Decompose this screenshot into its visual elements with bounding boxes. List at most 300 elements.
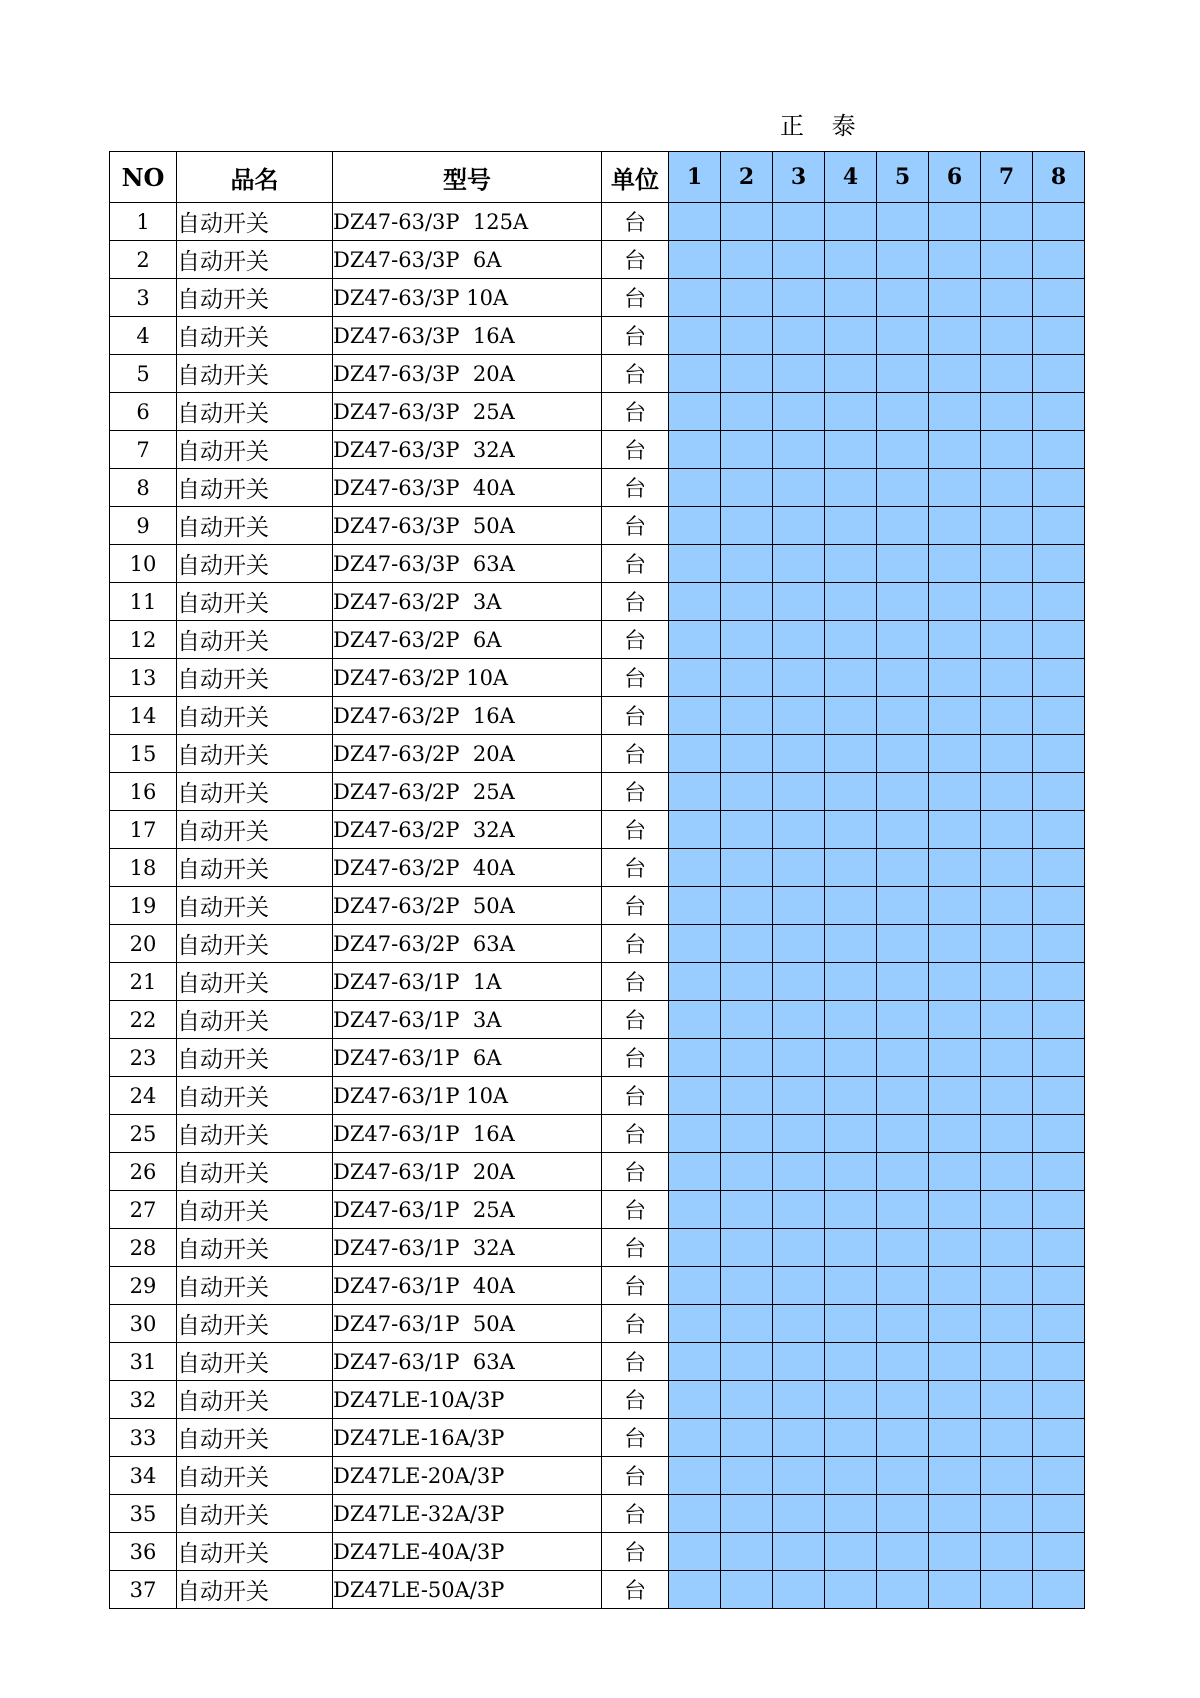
qty-cell-3[interactable] <box>773 659 825 697</box>
qty-cell-8[interactable] <box>1033 1495 1085 1533</box>
qty-cell-8[interactable] <box>1033 469 1085 507</box>
qty-cell-4[interactable] <box>825 203 877 241</box>
qty-cell-5[interactable] <box>877 963 929 1001</box>
qty-cell-1[interactable] <box>669 1495 721 1533</box>
qty-cell-6[interactable] <box>929 1419 981 1457</box>
qty-cell-8[interactable] <box>1033 583 1085 621</box>
qty-cell-4[interactable] <box>825 545 877 583</box>
qty-cell-1[interactable] <box>669 659 721 697</box>
qty-cell-1[interactable] <box>669 697 721 735</box>
qty-cell-5[interactable] <box>877 203 929 241</box>
qty-cell-1[interactable] <box>669 1267 721 1305</box>
qty-cell-3[interactable] <box>773 1267 825 1305</box>
qty-cell-6[interactable] <box>929 735 981 773</box>
qty-cell-2[interactable] <box>721 1229 773 1267</box>
qty-cell-6[interactable] <box>929 963 981 1001</box>
qty-cell-8[interactable] <box>1033 1001 1085 1039</box>
qty-cell-2[interactable] <box>721 393 773 431</box>
qty-cell-6[interactable] <box>929 507 981 545</box>
qty-cell-5[interactable] <box>877 887 929 925</box>
qty-cell-2[interactable] <box>721 355 773 393</box>
qty-cell-5[interactable] <box>877 1229 929 1267</box>
qty-cell-2[interactable] <box>721 1457 773 1495</box>
qty-cell-7[interactable] <box>981 1381 1033 1419</box>
qty-cell-6[interactable] <box>929 469 981 507</box>
qty-cell-5[interactable] <box>877 925 929 963</box>
qty-cell-3[interactable] <box>773 317 825 355</box>
qty-cell-8[interactable] <box>1033 203 1085 241</box>
qty-cell-3[interactable] <box>773 431 825 469</box>
qty-cell-5[interactable] <box>877 1039 929 1077</box>
qty-cell-4[interactable] <box>825 811 877 849</box>
qty-cell-2[interactable] <box>721 583 773 621</box>
qty-cell-3[interactable] <box>773 735 825 773</box>
qty-cell-6[interactable] <box>929 1153 981 1191</box>
qty-cell-1[interactable] <box>669 735 721 773</box>
qty-cell-7[interactable] <box>981 735 1033 773</box>
qty-cell-1[interactable] <box>669 1457 721 1495</box>
qty-cell-6[interactable] <box>929 1457 981 1495</box>
qty-cell-2[interactable] <box>721 1077 773 1115</box>
qty-cell-3[interactable] <box>773 241 825 279</box>
qty-cell-2[interactable] <box>721 317 773 355</box>
qty-cell-4[interactable] <box>825 697 877 735</box>
qty-cell-7[interactable] <box>981 469 1033 507</box>
qty-cell-8[interactable] <box>1033 849 1085 887</box>
qty-cell-3[interactable] <box>773 1305 825 1343</box>
qty-cell-1[interactable] <box>669 1419 721 1457</box>
qty-cell-3[interactable] <box>773 1191 825 1229</box>
qty-cell-6[interactable] <box>929 1495 981 1533</box>
qty-cell-1[interactable] <box>669 1039 721 1077</box>
qty-cell-4[interactable] <box>825 735 877 773</box>
qty-cell-5[interactable] <box>877 1115 929 1153</box>
qty-cell-6[interactable] <box>929 621 981 659</box>
qty-cell-4[interactable] <box>825 1571 877 1609</box>
qty-cell-8[interactable] <box>1033 1457 1085 1495</box>
qty-cell-8[interactable] <box>1033 1533 1085 1571</box>
qty-cell-4[interactable] <box>825 583 877 621</box>
qty-cell-7[interactable] <box>981 925 1033 963</box>
qty-cell-3[interactable] <box>773 1571 825 1609</box>
qty-cell-4[interactable] <box>825 241 877 279</box>
qty-cell-3[interactable] <box>773 1039 825 1077</box>
qty-cell-3[interactable] <box>773 203 825 241</box>
qty-cell-2[interactable] <box>721 849 773 887</box>
qty-cell-1[interactable] <box>669 279 721 317</box>
qty-cell-2[interactable] <box>721 279 773 317</box>
qty-cell-3[interactable] <box>773 583 825 621</box>
cell-name: 自动开关 <box>177 925 333 963</box>
qty-cell-1[interactable] <box>669 1533 721 1571</box>
qty-cell-1[interactable] <box>669 849 721 887</box>
qty-cell-3[interactable] <box>773 1495 825 1533</box>
qty-cell-7[interactable] <box>981 317 1033 355</box>
qty-cell-6[interactable] <box>929 1267 981 1305</box>
qty-cell-5[interactable] <box>877 1419 929 1457</box>
qty-cell-6[interactable] <box>929 203 981 241</box>
qty-cell-5[interactable] <box>877 279 929 317</box>
qty-cell-1[interactable] <box>669 241 721 279</box>
qty-cell-2[interactable] <box>721 963 773 1001</box>
qty-cell-7[interactable] <box>981 1153 1033 1191</box>
qty-cell-7[interactable] <box>981 887 1033 925</box>
qty-cell-1[interactable] <box>669 1229 721 1267</box>
qty-cell-8[interactable] <box>1033 773 1085 811</box>
qty-cell-6[interactable] <box>929 393 981 431</box>
qty-cell-4[interactable] <box>825 469 877 507</box>
qty-cell-2[interactable] <box>721 1381 773 1419</box>
qty-cell-6[interactable] <box>929 1229 981 1267</box>
qty-cell-4[interactable] <box>825 317 877 355</box>
qty-cell-3[interactable] <box>773 393 825 431</box>
qty-cell-5[interactable] <box>877 1001 929 1039</box>
qty-cell-6[interactable] <box>929 545 981 583</box>
qty-cell-3[interactable] <box>773 1229 825 1267</box>
qty-cell-4[interactable] <box>825 1039 877 1077</box>
qty-cell-6[interactable] <box>929 1343 981 1381</box>
qty-cell-8[interactable] <box>1033 507 1085 545</box>
qty-cell-8[interactable] <box>1033 735 1085 773</box>
qty-cell-8[interactable] <box>1033 1153 1085 1191</box>
qty-cell-4[interactable] <box>825 1419 877 1457</box>
qty-cell-7[interactable] <box>981 849 1033 887</box>
qty-cell-7[interactable] <box>981 1001 1033 1039</box>
qty-cell-7[interactable] <box>981 203 1033 241</box>
qty-cell-7[interactable] <box>981 1267 1033 1305</box>
qty-cell-5[interactable] <box>877 317 929 355</box>
qty-cell-3[interactable] <box>773 545 825 583</box>
qty-cell-2[interactable] <box>721 1571 773 1609</box>
qty-cell-4[interactable] <box>825 1229 877 1267</box>
qty-cell-1[interactable] <box>669 1343 721 1381</box>
qty-cell-4[interactable] <box>825 1191 877 1229</box>
qty-cell-2[interactable] <box>721 773 773 811</box>
cell-unit: 台 <box>602 621 669 659</box>
qty-cell-6[interactable] <box>929 317 981 355</box>
qty-cell-2[interactable] <box>721 1191 773 1229</box>
qty-cell-6[interactable] <box>929 355 981 393</box>
qty-cell-1[interactable] <box>669 583 721 621</box>
qty-cell-5[interactable] <box>877 773 929 811</box>
qty-cell-1[interactable] <box>669 393 721 431</box>
qty-cell-1[interactable] <box>669 1571 721 1609</box>
qty-cell-7[interactable] <box>981 697 1033 735</box>
qty-cell-8[interactable] <box>1033 1419 1085 1457</box>
qty-cell-7[interactable] <box>981 393 1033 431</box>
qty-cell-2[interactable] <box>721 887 773 925</box>
qty-cell-1[interactable] <box>669 431 721 469</box>
qty-cell-3[interactable] <box>773 355 825 393</box>
qty-cell-7[interactable] <box>981 507 1033 545</box>
qty-cell-4[interactable] <box>825 925 877 963</box>
qty-cell-7[interactable] <box>981 355 1033 393</box>
qty-cell-5[interactable] <box>877 659 929 697</box>
qty-cell-4[interactable] <box>825 887 877 925</box>
qty-cell-6[interactable] <box>929 849 981 887</box>
qty-cell-1[interactable] <box>669 545 721 583</box>
qty-cell-7[interactable] <box>981 1419 1033 1457</box>
qty-cell-8[interactable] <box>1033 317 1085 355</box>
qty-cell-6[interactable] <box>929 1533 981 1571</box>
qty-cell-3[interactable] <box>773 925 825 963</box>
qty-cell-8[interactable] <box>1033 1115 1085 1153</box>
qty-cell-3[interactable] <box>773 621 825 659</box>
qty-cell-5[interactable] <box>877 241 929 279</box>
qty-cell-5[interactable] <box>877 469 929 507</box>
qty-cell-2[interactable] <box>721 431 773 469</box>
qty-cell-7[interactable] <box>981 241 1033 279</box>
qty-cell-6[interactable] <box>929 1077 981 1115</box>
qty-cell-3[interactable] <box>773 1001 825 1039</box>
qty-cell-5[interactable] <box>877 1305 929 1343</box>
qty-cell-7[interactable] <box>981 1229 1033 1267</box>
qty-cell-6[interactable] <box>929 1381 981 1419</box>
qty-cell-6[interactable] <box>929 925 981 963</box>
qty-cell-3[interactable] <box>773 1343 825 1381</box>
qty-cell-1[interactable] <box>669 773 721 811</box>
qty-cell-1[interactable] <box>669 811 721 849</box>
qty-cell-6[interactable] <box>929 279 981 317</box>
qty-cell-1[interactable] <box>669 203 721 241</box>
qty-cell-5[interactable] <box>877 1153 929 1191</box>
qty-cell-5[interactable] <box>877 507 929 545</box>
qty-cell-3[interactable] <box>773 507 825 545</box>
qty-cell-5[interactable] <box>877 393 929 431</box>
qty-cell-3[interactable] <box>773 1115 825 1153</box>
qty-cell-8[interactable] <box>1033 697 1085 735</box>
qty-cell-2[interactable] <box>721 659 773 697</box>
qty-cell-4[interactable] <box>825 355 877 393</box>
qty-cell-7[interactable] <box>981 431 1033 469</box>
qty-cell-7[interactable] <box>981 1039 1033 1077</box>
qty-cell-4[interactable] <box>825 279 877 317</box>
qty-cell-6[interactable] <box>929 241 981 279</box>
qty-cell-2[interactable] <box>721 1533 773 1571</box>
qty-cell-6[interactable] <box>929 583 981 621</box>
qty-cell-8[interactable] <box>1033 1267 1085 1305</box>
qty-cell-6[interactable] <box>929 887 981 925</box>
qty-cell-5[interactable] <box>877 1381 929 1419</box>
qty-cell-7[interactable] <box>981 811 1033 849</box>
qty-cell-8[interactable] <box>1033 811 1085 849</box>
qty-cell-4[interactable] <box>825 963 877 1001</box>
qty-cell-2[interactable] <box>721 241 773 279</box>
qty-cell-6[interactable] <box>929 811 981 849</box>
qty-cell-1[interactable] <box>669 1305 721 1343</box>
qty-cell-5[interactable] <box>877 697 929 735</box>
qty-cell-2[interactable] <box>721 1153 773 1191</box>
qty-cell-1[interactable] <box>669 1381 721 1419</box>
qty-cell-4[interactable] <box>825 1267 877 1305</box>
qty-cell-2[interactable] <box>721 1039 773 1077</box>
qty-cell-7[interactable] <box>981 1457 1033 1495</box>
qty-cell-4[interactable] <box>825 431 877 469</box>
qty-cell-2[interactable] <box>721 469 773 507</box>
qty-cell-5[interactable] <box>877 1267 929 1305</box>
qty-cell-4[interactable] <box>825 1305 877 1343</box>
qty-cell-8[interactable] <box>1033 279 1085 317</box>
qty-cell-5[interactable] <box>877 545 929 583</box>
qty-cell-1[interactable] <box>669 507 721 545</box>
qty-cell-2[interactable] <box>721 1343 773 1381</box>
qty-cell-5[interactable] <box>877 1191 929 1229</box>
qty-cell-4[interactable] <box>825 507 877 545</box>
qty-cell-6[interactable] <box>929 431 981 469</box>
qty-cell-4[interactable] <box>825 773 877 811</box>
qty-cell-7[interactable] <box>981 1077 1033 1115</box>
qty-cell-5[interactable] <box>877 1495 929 1533</box>
qty-cell-6[interactable] <box>929 1001 981 1039</box>
cell-no: 6 <box>110 393 177 431</box>
qty-cell-4[interactable] <box>825 1343 877 1381</box>
qty-cell-5[interactable] <box>877 1571 929 1609</box>
qty-cell-4[interactable] <box>825 1457 877 1495</box>
qty-cell-8[interactable] <box>1033 355 1085 393</box>
qty-cell-6[interactable] <box>929 773 981 811</box>
qty-cell-3[interactable] <box>773 811 825 849</box>
qty-cell-4[interactable] <box>825 659 877 697</box>
qty-cell-7[interactable] <box>981 545 1033 583</box>
qty-cell-1[interactable] <box>669 317 721 355</box>
qty-cell-8[interactable] <box>1033 1571 1085 1609</box>
qty-cell-7[interactable] <box>981 1115 1033 1153</box>
qty-cell-1[interactable] <box>669 925 721 963</box>
qty-cell-7[interactable] <box>981 659 1033 697</box>
qty-cell-4[interactable] <box>825 1115 877 1153</box>
qty-cell-5[interactable] <box>877 1077 929 1115</box>
qty-cell-2[interactable] <box>721 925 773 963</box>
qty-cell-1[interactable] <box>669 355 721 393</box>
qty-cell-8[interactable] <box>1033 887 1085 925</box>
qty-cell-2[interactable] <box>721 1001 773 1039</box>
qty-cell-6[interactable] <box>929 1571 981 1609</box>
qty-cell-4[interactable] <box>825 849 877 887</box>
qty-cell-8[interactable] <box>1033 1077 1085 1115</box>
qty-cell-3[interactable] <box>773 887 825 925</box>
qty-cell-2[interactable] <box>721 1495 773 1533</box>
qty-cell-5[interactable] <box>877 1533 929 1571</box>
qty-cell-1[interactable] <box>669 621 721 659</box>
qty-cell-4[interactable] <box>825 393 877 431</box>
qty-cell-2[interactable] <box>721 621 773 659</box>
qty-cell-7[interactable] <box>981 1191 1033 1229</box>
qty-cell-8[interactable] <box>1033 1191 1085 1229</box>
qty-cell-2[interactable] <box>721 545 773 583</box>
qty-cell-5[interactable] <box>877 621 929 659</box>
qty-cell-4[interactable] <box>825 1533 877 1571</box>
qty-cell-6[interactable] <box>929 1305 981 1343</box>
qty-cell-8[interactable] <box>1033 1229 1085 1267</box>
qty-cell-3[interactable] <box>773 773 825 811</box>
qty-cell-2[interactable] <box>721 1267 773 1305</box>
qty-cell-2[interactable] <box>721 1419 773 1457</box>
qty-cell-5[interactable] <box>877 849 929 887</box>
qty-cell-6[interactable] <box>929 1039 981 1077</box>
qty-cell-1[interactable] <box>669 469 721 507</box>
qty-cell-7[interactable] <box>981 773 1033 811</box>
qty-cell-6[interactable] <box>929 659 981 697</box>
qty-cell-1[interactable] <box>669 1191 721 1229</box>
qty-cell-8[interactable] <box>1033 925 1085 963</box>
qty-cell-4[interactable] <box>825 1495 877 1533</box>
qty-cell-1[interactable] <box>669 1077 721 1115</box>
qty-cell-7[interactable] <box>981 279 1033 317</box>
qty-cell-7[interactable] <box>981 963 1033 1001</box>
qty-cell-4[interactable] <box>825 1153 877 1191</box>
qty-cell-6[interactable] <box>929 697 981 735</box>
qty-cell-4[interactable] <box>825 1381 877 1419</box>
qty-cell-7[interactable] <box>981 1571 1033 1609</box>
qty-cell-7[interactable] <box>981 1533 1033 1571</box>
qty-cell-3[interactable] <box>773 963 825 1001</box>
qty-cell-3[interactable] <box>773 697 825 735</box>
qty-cell-5[interactable] <box>877 811 929 849</box>
qty-cell-8[interactable] <box>1033 393 1085 431</box>
qty-cell-3[interactable] <box>773 1533 825 1571</box>
qty-cell-5[interactable] <box>877 735 929 773</box>
qty-cell-2[interactable] <box>721 735 773 773</box>
qty-cell-8[interactable] <box>1033 621 1085 659</box>
qty-cell-3[interactable] <box>773 279 825 317</box>
qty-cell-2[interactable] <box>721 203 773 241</box>
qty-cell-3[interactable] <box>773 469 825 507</box>
qty-cell-1[interactable] <box>669 963 721 1001</box>
cell-no: 11 <box>110 583 177 621</box>
qty-cell-8[interactable] <box>1033 659 1085 697</box>
qty-cell-1[interactable] <box>669 887 721 925</box>
qty-cell-5[interactable] <box>877 1457 929 1495</box>
qty-cell-3[interactable] <box>773 849 825 887</box>
qty-cell-4[interactable] <box>825 621 877 659</box>
qty-cell-3[interactable] <box>773 1457 825 1495</box>
qty-cell-3[interactable] <box>773 1381 825 1419</box>
qty-cell-3[interactable] <box>773 1419 825 1457</box>
qty-cell-5[interactable] <box>877 583 929 621</box>
qty-cell-4[interactable] <box>825 1001 877 1039</box>
qty-cell-8[interactable] <box>1033 1039 1085 1077</box>
qty-cell-3[interactable] <box>773 1077 825 1115</box>
qty-cell-4[interactable] <box>825 1077 877 1115</box>
qty-cell-7[interactable] <box>981 583 1033 621</box>
qty-cell-6[interactable] <box>929 1191 981 1229</box>
qty-cell-5[interactable] <box>877 355 929 393</box>
qty-cell-8[interactable] <box>1033 1381 1085 1419</box>
qty-cell-8[interactable] <box>1033 545 1085 583</box>
qty-cell-2[interactable] <box>721 811 773 849</box>
qty-cell-8[interactable] <box>1033 963 1085 1001</box>
qty-cell-2[interactable] <box>721 697 773 735</box>
qty-cell-2[interactable] <box>721 507 773 545</box>
qty-cell-7[interactable] <box>981 1343 1033 1381</box>
qty-cell-7[interactable] <box>981 1495 1033 1533</box>
qty-cell-3[interactable] <box>773 1153 825 1191</box>
qty-cell-5[interactable] <box>877 1343 929 1381</box>
qty-cell-2[interactable] <box>721 1305 773 1343</box>
qty-cell-7[interactable] <box>981 1305 1033 1343</box>
qty-cell-8[interactable] <box>1033 1343 1085 1381</box>
qty-cell-8[interactable] <box>1033 241 1085 279</box>
qty-cell-1[interactable] <box>669 1001 721 1039</box>
qty-cell-1[interactable] <box>669 1115 721 1153</box>
qty-cell-8[interactable] <box>1033 431 1085 469</box>
qty-cell-6[interactable] <box>929 1115 981 1153</box>
qty-cell-1[interactable] <box>669 1153 721 1191</box>
qty-cell-7[interactable] <box>981 621 1033 659</box>
qty-cell-5[interactable] <box>877 431 929 469</box>
qty-cell-8[interactable] <box>1033 1305 1085 1343</box>
qty-cell-2[interactable] <box>721 1115 773 1153</box>
